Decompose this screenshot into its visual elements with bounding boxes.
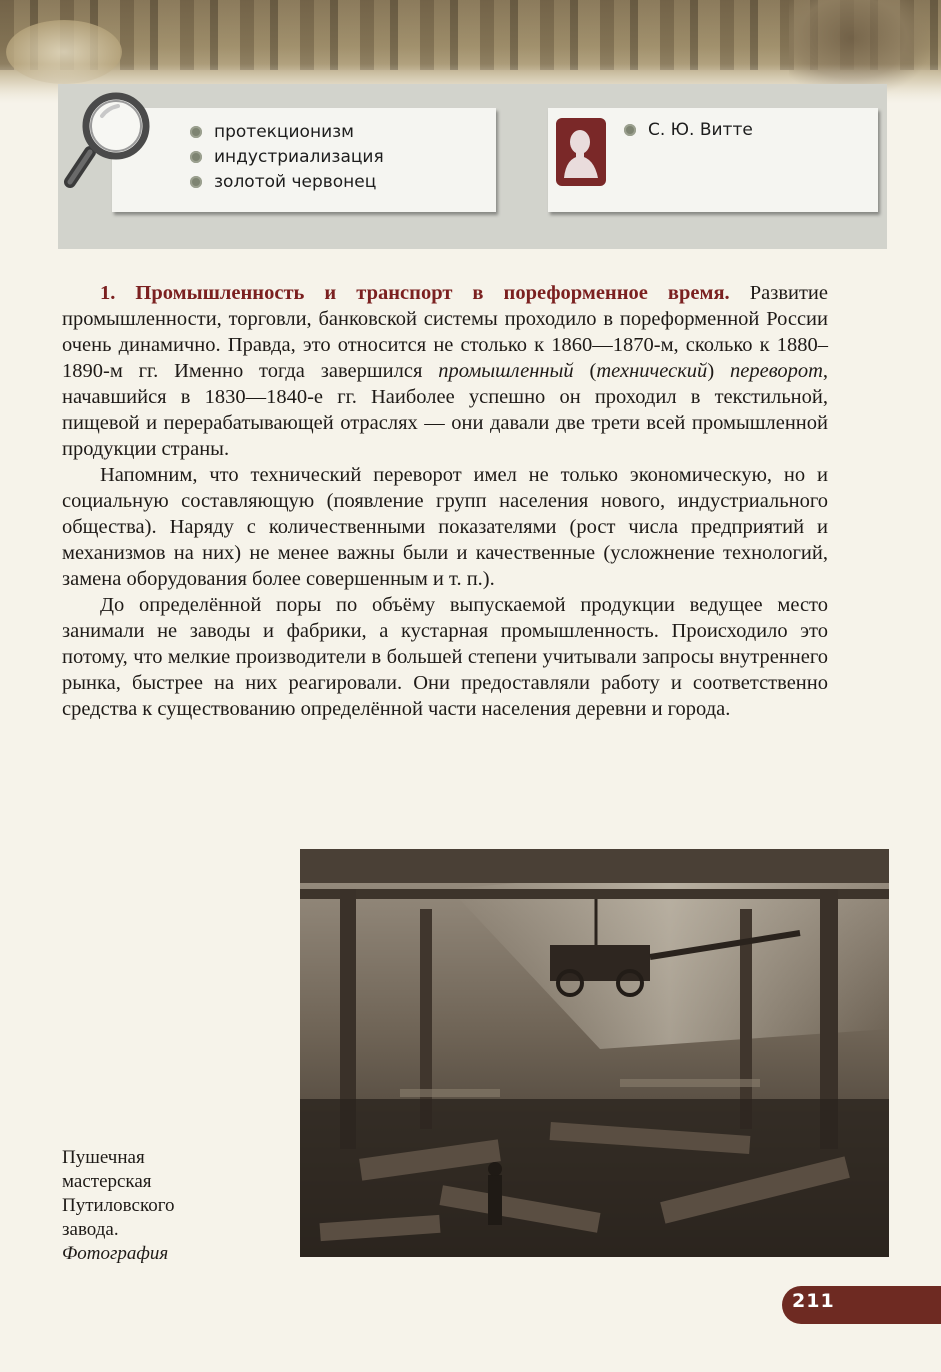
- persons-card: [548, 108, 878, 212]
- page-number-tab: [782, 1286, 941, 1324]
- page-number: 211: [792, 1290, 835, 1312]
- main-text: [62, 280, 828, 722]
- paragraph-2: Напомним, что технический переворот имел не только экономическую, но и социальную составляющую (появление групп населения нового, индустриального общества). Наряду с количественными показателями (рост числа предприятий и механизмов на них) не менее важны были и качественные (усложнение технологий, замена оборудования более совершенным и т. п.).: [62, 464, 828, 590]
- keyword-item: золотой червонец: [188, 170, 496, 195]
- paragraph-3: До определённой поры по объёму выпускаемой продукции ведущее место занимали не заводы и фабрики, а кустарная промышленность. Происходило это потому, что мелкие производители в большей степени учитывали запросы внутреннего рынка, быстрее на них реагировали. Они предоставляли работу и соответственно средства к существованию определённой части населения деревни и города.: [62, 594, 828, 720]
- term-highlight: технический: [596, 360, 708, 382]
- keyword-item: индустриализация: [188, 145, 496, 170]
- term-highlight: промышленный: [438, 360, 574, 382]
- figure-caption: Пушечная мастерская Путиловского завода. Фотография: [62, 1146, 252, 1266]
- term-highlight: переворот: [730, 360, 823, 382]
- factory-photograph: [300, 849, 889, 1257]
- paragraph-1: 1. Промышленность и транспорт в пореформенное время. Развитие промышленности, торговли, банковской системы проходило в пореформенной России очень динамично. Правда, это относится не столько к 1860—1870-м, сколько к 1880–1890-м гг. Именно тогда завершился промышленный (технический) переворот, начавшийся в 1830—1840-е гг. Наиболее успешно он проходил в текстильной, пищевой и перерабатывающей отраслях — они давали две трети всей промышленной продукции страны.: [62, 282, 829, 460]
- keyword-item: протекционизм: [188, 120, 496, 145]
- person-silhouette-icon: [556, 118, 606, 186]
- person-item: С. Ю. Витте: [622, 118, 878, 143]
- caption-type: Фотография: [62, 1243, 169, 1264]
- magnifier-icon: [60, 86, 160, 196]
- keywords-list: [112, 108, 496, 195]
- keywords-card: [112, 108, 496, 212]
- section-heading: 1. Промышленность и транспорт в пореформенное время.: [100, 282, 730, 304]
